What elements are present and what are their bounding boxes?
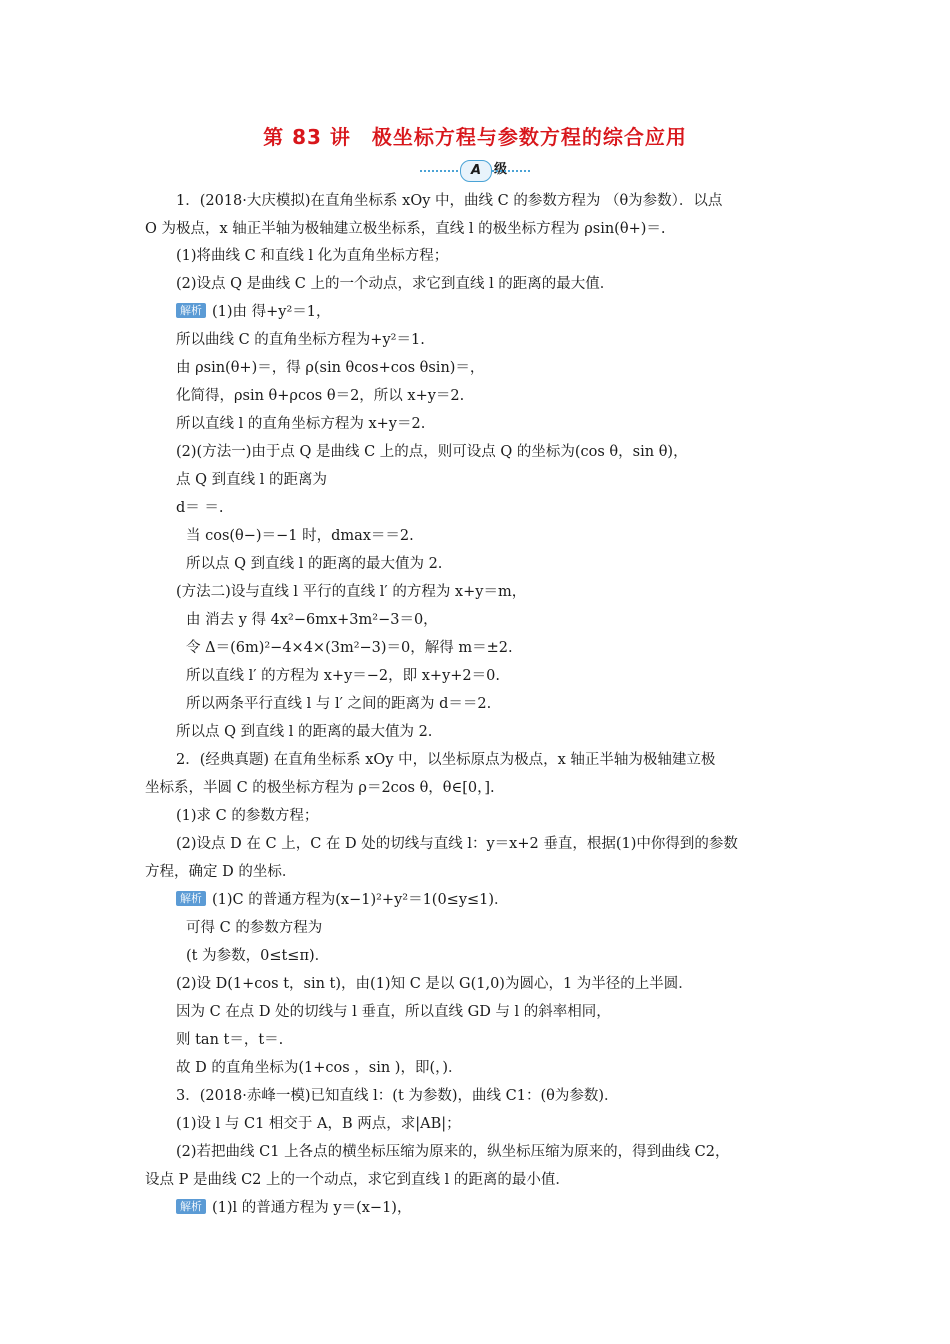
dotted-rule-left [420, 170, 458, 172]
analysis-tag: 解析 [176, 303, 206, 318]
text-line: 由 ρsin(θ+)＝，得 ρ(sin θcos+cos θsin)＝， [176, 360, 485, 376]
text-line: 所以两条平行直线 l 与 l′ 之间的距离为 d＝＝2. [186, 696, 492, 712]
text-line: (2)设点 Q 是曲线 C 上的一个动点，求它到直线 l 的距离的最大值． [176, 276, 615, 292]
text-line: (1)由 得+y²＝1， [212, 304, 331, 320]
text-line: 故 D 的直角坐标为(1+cos ，sin )，即(，)． [176, 1060, 463, 1076]
text-line: (1)求 C 的参数方程； [176, 808, 319, 824]
text-line: (2)设 D(1+cos t，sin t)，由(1)知 C 是以 G(1,0)为圆心，1 为半径的上半圆． [176, 976, 693, 992]
text-line: (1)将曲线 C 和直线 l 化为直角坐标方程； [176, 248, 449, 264]
level-label: 级 [494, 162, 508, 177]
text-line: 则 tan t＝，t＝. [176, 1032, 284, 1048]
level-badge: A [460, 160, 492, 182]
text-line: d＝ ＝. [176, 500, 224, 516]
text-line: 所以点 Q 到直线 l 的距离的最大值为 2. [176, 724, 433, 740]
analysis-line [176, 302, 331, 322]
text-line: 坐标系，半圆 C 的极坐标方程为 ρ＝2cos θ，θ∈[0，]. [145, 780, 495, 796]
text-line: 设点 P 是曲线 C2 上的一个动点，求它到直线 l 的距离的最小值． [145, 1172, 570, 1188]
analysis-tag: 解析 [176, 1199, 206, 1214]
text-line: O 为极点，x 轴正半轴为极轴建立极坐标系，直线 l 的极坐标方程为 ρsin(θ+)＝. [145, 221, 666, 237]
text-line: (2)若把曲线 C1 上各点的横坐标压缩为原来的，纵坐标压缩为原来的，得到曲线 C2， [176, 1144, 730, 1160]
text-line: 由 消去 y 得 4x²−6mx+3m²−3＝0， [186, 612, 438, 628]
text-line: (1)C 的普通方程为(x−1)²+y²＝1(0≤y≤1)． [212, 892, 509, 908]
text-line: 可得 C 的参数方程为 [186, 920, 323, 936]
text-line: 方程，确定 D 的坐标． [145, 864, 297, 880]
text-line: 所以点 Q 到直线 l 的距离的最大值为 2. [186, 556, 443, 572]
text-line: (2)(方法一)由于点 Q 是曲线 C 上的点，则可设点 Q 的坐标为(cos θ，sin θ)， [176, 444, 688, 460]
text-line: 所以曲线 C 的直角坐标方程为+y²＝1. [176, 332, 425, 348]
text-line: 2．(经典真题) 在直角坐标系 xOy 中，以坐标原点为极点，x 轴正半轴为极轴建立极 [176, 752, 716, 768]
text-line: 当 cos(θ−)＝−1 时，dmax＝＝2. [186, 528, 414, 544]
text-line: 因为 C 在点 D 处的切线与 l 垂直，所以直线 GD 与 l 的斜率相同， [176, 1004, 611, 1020]
analysis-line [176, 1198, 411, 1218]
text-line: (1)设 l 与 C1 相交于 A，B 两点，求|AB|； [176, 1116, 461, 1132]
text-line: 3．(2018·赤峰一模)已知直线 l：(t 为参数)，曲线 C1：(θ为参数)． [176, 1088, 619, 1104]
text-line: 点 Q 到直线 l 的距离为 [176, 472, 327, 488]
analysis-line [176, 890, 509, 910]
text-line: 所以直线 l′ 的方程为 x+y＝−2，即 x+y+2＝0. [186, 668, 500, 684]
text-line: 1．(2018·大庆模拟)在直角坐标系 xOy 中，曲线 C 的参数方程为 （θ为参数）．以点 [176, 193, 723, 209]
text-line: (1)l 的普通方程为 y＝(x−1)， [212, 1200, 412, 1216]
dotted-rule-right [492, 170, 530, 172]
text-line: (2)设点 D 在 C 上，C 在 D 处的切线与直线 l：y＝x+2 垂直，根据(1)中你得到的参数 [176, 836, 738, 852]
text-line: (t 为参数，0≤t≤π)． [186, 948, 330, 964]
text-line: 所以直线 l 的直角坐标方程为 x+y＝2. [176, 416, 426, 432]
page-title: 第 83 讲 极坐标方程与参数方程的综合应用 [263, 125, 687, 149]
text-line: (方法二)设与直线 l 平行的直线 l′ 的方程为 x+y＝m， [176, 584, 527, 600]
level-divider [420, 160, 530, 182]
text-line: 化简得，ρsin θ+ρcos θ＝2，所以 x+y＝2. [176, 388, 465, 404]
analysis-tag: 解析 [176, 891, 206, 906]
text-line: 令 Δ＝(6m)²−4×4×(3m²−3)＝0，解得 m＝±2. [186, 640, 513, 656]
